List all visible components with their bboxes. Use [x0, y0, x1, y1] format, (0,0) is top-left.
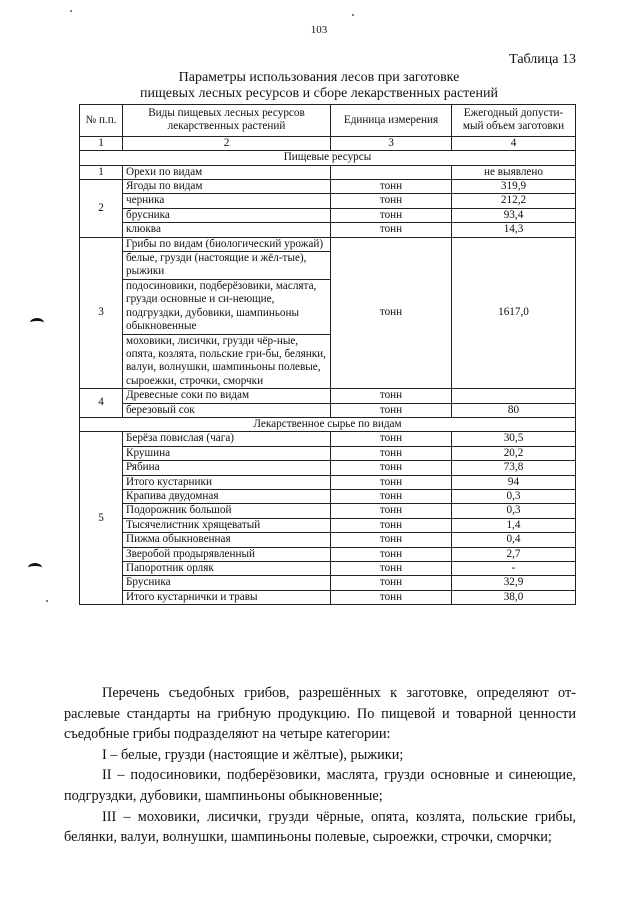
table-row [80, 194, 576, 208]
row-name: клюква [123, 223, 331, 237]
row-name: Брусника [123, 576, 331, 590]
row-unit: тонн [331, 180, 452, 194]
header-volume: Ежегодный допусти-мый объем заготовки [452, 105, 576, 137]
row-unit: тонн [331, 432, 452, 446]
row-unit: тонн [331, 504, 452, 518]
row-value: 93,4 [452, 208, 576, 222]
row-name: Тысячелистник хрящеватый [123, 518, 331, 532]
row-value: не выявлено [452, 165, 576, 179]
row-name: Папоротник орляк [123, 562, 331, 576]
col-number: 2 [123, 136, 331, 150]
margin-mark-icon [28, 563, 42, 572]
row-num: 3 [80, 237, 123, 388]
row-value: 32,9 [452, 576, 576, 590]
row-name: Грибы по видам (биологический урожай) [123, 237, 331, 251]
col-number: 1 [80, 136, 123, 150]
row-unit: тонн [331, 208, 452, 222]
table-row [80, 165, 576, 179]
table-header-row [80, 105, 576, 137]
row-name: брусника [123, 208, 331, 222]
table-row [80, 547, 576, 561]
row-unit: тонн [331, 223, 452, 237]
row-unit: тонн [331, 461, 452, 475]
parameters-table [79, 104, 576, 605]
table-row [80, 389, 576, 403]
row-name: Крапива двудомная [123, 489, 331, 503]
section-food: Пищевые ресурсы [80, 151, 576, 165]
row-name: Подорожник большой [123, 504, 331, 518]
row-value: 80 [452, 403, 576, 417]
row-unit: тонн [331, 547, 452, 561]
header-unit: Единица измерения [331, 105, 452, 137]
header-num: № п.п. [80, 105, 123, 137]
table-label: Таблица 13 [509, 52, 576, 67]
page-number: 103 [310, 24, 328, 36]
column-numbers-row [80, 136, 576, 150]
row-unit: тонн [331, 237, 452, 388]
table-row [80, 533, 576, 547]
row-unit: тонн [331, 576, 452, 590]
row-name: моховики, лисички, грузди чёр-ные, опята, козлята, польские гри-бы, белянки, валуи, волнушки, шампиньоны полевые, сыроежки, строчки, сморчки [123, 334, 331, 389]
table-row [80, 461, 576, 475]
row-name: Зверобой продырявленный [123, 547, 331, 561]
row-value: 38,0 [452, 590, 576, 604]
row-value: - [452, 562, 576, 576]
row-value: 94 [452, 475, 576, 489]
row-name: Пижма обыкновенная [123, 533, 331, 547]
table-row [80, 403, 576, 417]
table-row [80, 208, 576, 222]
table-row [80, 475, 576, 489]
row-unit: тонн [331, 194, 452, 208]
row-name: Крушина [123, 446, 331, 460]
section-row [80, 417, 576, 431]
row-value: 0,3 [452, 504, 576, 518]
margin-mark-icon [30, 318, 44, 327]
row-name: Рябина [123, 461, 331, 475]
table-row [80, 590, 576, 604]
table-row [80, 562, 576, 576]
row-value: 1617,0 [452, 237, 576, 388]
table-title-line-2: пищевых лесных ресурсов и сборе лекарственных растений [140, 86, 498, 101]
table-row [80, 223, 576, 237]
speck-icon [70, 10, 72, 12]
row-unit: тонн [331, 489, 452, 503]
col-number: 4 [452, 136, 576, 150]
row-unit [331, 165, 452, 179]
row-unit: тонн [331, 533, 452, 547]
paragraph: I – белые, грузди (настоящие и жёлтые), рыжики; [102, 746, 404, 763]
row-name: Берёза повислая (чага) [123, 432, 331, 446]
section-row [80, 151, 576, 165]
row-name: Орехи по видам [123, 165, 331, 179]
row-name: подосиновики, подберёзовики, маслята, грузди основные и си-неющие, подгруздки, дубовики, шампиньоны обыкновенные [123, 279, 331, 334]
table-row [80, 446, 576, 460]
col-number: 3 [331, 136, 452, 150]
table-title-line-1: Параметры использования лесов при заготовке [178, 70, 460, 85]
row-value: 73,8 [452, 461, 576, 475]
row-unit: тонн [331, 562, 452, 576]
table-row [80, 576, 576, 590]
row-value: 20,2 [452, 446, 576, 460]
table-row [80, 518, 576, 532]
row-value: 30,5 [452, 432, 576, 446]
header-kind: Виды пищевых лесных ресурсов лекарственных растений [123, 105, 331, 137]
row-name: Итого кустарнички и травы [123, 590, 331, 604]
row-unit: тонн [331, 403, 452, 417]
row-unit: тонн [331, 590, 452, 604]
row-unit: тонн [331, 475, 452, 489]
table-row [80, 237, 576, 251]
table-row [80, 504, 576, 518]
table-row [80, 489, 576, 503]
table-title [0, 70, 638, 102]
section-medicinal: Лекарственное сырье по видам [80, 417, 576, 431]
row-value: 14,3 [452, 223, 576, 237]
speck-icon [46, 600, 48, 602]
row-num: 4 [80, 389, 123, 418]
row-unit: тонн [331, 446, 452, 460]
row-name: березовый сок [123, 403, 331, 417]
row-unit: тонн [331, 518, 452, 532]
row-num: 5 [80, 432, 123, 605]
row-name: белые, грузди (настоящие и жёл-тые), рыжики [123, 252, 331, 280]
row-value: 212,2 [452, 194, 576, 208]
row-num: 1 [80, 165, 123, 179]
row-name: Ягоды по видам [123, 180, 331, 194]
row-value: 1,4 [452, 518, 576, 532]
table-row [80, 180, 576, 194]
paragraph: Перечень съедобных грибов, разрешённых к заготовке, определяют от-раслевые стандарты на грибную продукцию. По пищевой и товарной ценности съедобные грибы подразделяют на четыре категории: [64, 685, 576, 743]
paragraph: III – моховики, лисички, грузди чёрные, опята, козлята, польские грибы, белянки, валуи, волнушки, шампиньоны полевые, сыроежки, строчки, сморчки; [64, 808, 576, 846]
row-value: 0,4 [452, 533, 576, 547]
table-row [80, 432, 576, 446]
row-name: Итого кустарники [123, 475, 331, 489]
row-value: 0,3 [452, 489, 576, 503]
row-unit: тонн [331, 389, 452, 403]
row-value [452, 389, 576, 403]
speck-icon [352, 14, 354, 16]
row-name: Древесные соки по видам [123, 389, 331, 403]
row-value: 2,7 [452, 547, 576, 561]
row-num: 2 [80, 180, 123, 238]
row-value: 319,9 [452, 180, 576, 194]
body-text [64, 683, 576, 848]
row-name: черника [123, 194, 331, 208]
paragraph: II – подосиновики, подберёзовики, маслята, грузди основные и синеющие, подгруздки, дубовики, шампиньоны обыкновенные; [64, 767, 576, 804]
